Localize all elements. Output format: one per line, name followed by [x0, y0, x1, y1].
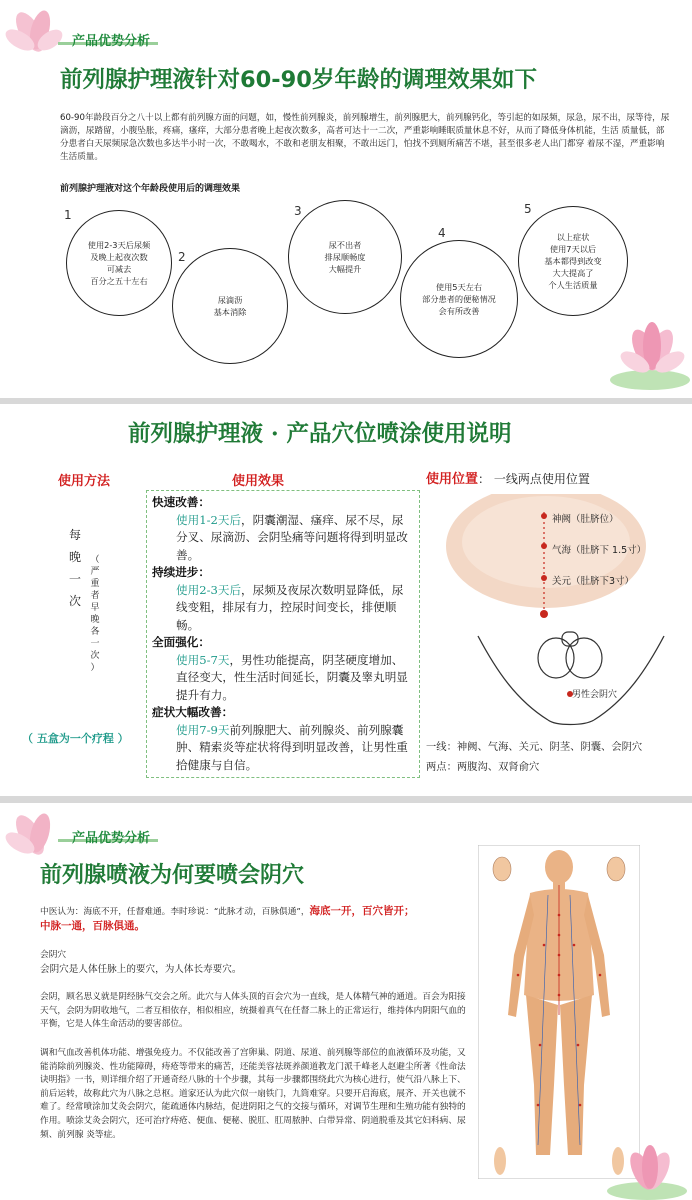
effect-text: ，男性功能提高，阴茎硬度增加、直径变大，性生活时间延长，阴囊及睾丸明显提升有力。 [176, 652, 408, 702]
note-char: ） [90, 663, 100, 673]
huiyin-paragraph-1: 会阴，顾名思义就是阴经脉气交会之所。此穴与人体头顶的百会穴为一直线，是人体精气神的通道。百会为阳接天气，会阴为阴收地气，二者互相依存，相似相应，统摄着真气在任督二脉上的正常运行，维持体内阴阳气血的平衡，它是人体生命活动的要害部位。 [40, 992, 466, 1030]
line-description: 一线：神阙、气海、关元、阴茎、阴囊、会阴穴 [426, 741, 643, 753]
effect-text: ，尿频及夜尿次数明显降低，尿线变粗，排尿有力，控尿时间变长，排便顺畅。 [176, 582, 404, 632]
intro-highlight: 海底一开，百穴皆开； [309, 905, 415, 917]
huiyin-label: 会阴穴 [40, 950, 67, 960]
position-subheading: ： 一线两点使用位置 [478, 472, 590, 486]
note-char: 重 [90, 579, 100, 589]
acupoint-body-chart-icon [478, 845, 640, 1179]
usage-method-heading: 使用方法 [58, 474, 111, 489]
lotus-flower-icon [592, 1143, 692, 1200]
usage-char: 晚 [68, 550, 81, 564]
usage-frequency [68, 524, 82, 612]
point-label: 神阙（肚脐位） [552, 514, 619, 525]
section-tag: 产品优势分析 [72, 34, 151, 49]
perineum-label: 男性会阴穴 [572, 690, 618, 700]
note-char: 者 [90, 591, 100, 601]
note-char: 严 [90, 567, 100, 577]
lotus-decoration-icon [0, 803, 70, 863]
section-huiyin-explanation [0, 803, 692, 1200]
step-circle: 尿滴沥 基本消除 [172, 248, 288, 364]
intro-highlight: 中脉一通，百脉俱通。 [40, 919, 145, 932]
section-product-advantages [0, 0, 692, 398]
note-char: 各 [90, 627, 100, 637]
intro-plain: 中医认为：海底不开，任督难通。李时珍说：“此脉才动，百脉俱通”， [40, 907, 310, 917]
usage-effect-heading: 使用效果 [232, 474, 285, 489]
step-number: 2 [178, 250, 186, 264]
huiyin-red-line: 会阴穴是人体任脉上的要穴，为人体长寿要穴。 [40, 964, 242, 975]
effect-item [152, 634, 414, 704]
subheading: 前列腺护理液对这个年龄段使用后的调理效果 [60, 184, 241, 194]
course-note: （ 五盒为一个疗程 ） [22, 732, 129, 745]
note-char: 次 [90, 651, 100, 661]
note-char: 早 [90, 603, 100, 613]
point-label: 气海（肚脐下 1.5寸） [552, 545, 647, 556]
position-heading-row [426, 468, 590, 487]
tcm-intro [40, 905, 466, 934]
effects-list [152, 494, 414, 774]
note-char: 一 [90, 639, 100, 649]
usage-title: 前列腺护理液 · 产品穴位喷涂使用说明 [128, 421, 512, 447]
step-circle: 使用5天左右 部分患者的便秘情况 会有所改善 [400, 240, 518, 358]
effect-text: 前列腺肥大、前列腺炎、前列腺囊肿、精索炎等症状将得到明显改善，让男性重拾健康与自信。 [176, 722, 408, 772]
usage-char: 每 [68, 528, 81, 542]
effect-text: ，阴囊潮湿、瘙痒、尿不尽，尿分叉、尿滴沥、会阴坠痛等问题将得到明显改善。 [176, 512, 408, 562]
page-title: 前列腺护理液针对60-90岁年龄的调理效果如下 [60, 67, 537, 93]
huiyin-paragraph-2: 调和气血改善机体功能、增强免疫力。不仅能改善了宫卵巢、阴道、尿道、前列腺等部位的血液循环及功能，又能消除前列腺炎、性功能障碍，痔疮等带来的痛苦，还能美容祛斑养颜道教龙门派千峰老人赵避尘所著《性命法诀明指》一书，则详细介绍了开通奇经八脉的十个步骤，其每一步骤都围绕此穴为核心进行，使气沿八脉上下、前后运转，故称此穴为八脉之总枢。道家还认为此穴似一扇铁门，九筒难穿。只要开启海底，展齐、开关也就不难了。经常喷涂加艾灸会阴穴，能疏通体内脉结，促进阴阳之气的交接与循环，对调节生理和生殖功能有独特的作用。喷涂艾灸会阴穴，还可治疗痔疮、便血、便秘、脱肛、肛周脓肿、白带异常、阴道脱垂及其它妇科病、尿频、前列腺 炎等症。 [40, 1048, 466, 1140]
usage-char: 次 [68, 594, 81, 608]
effect-item [152, 494, 414, 564]
point-label: 关元（肚脐下3寸） [552, 576, 635, 587]
usage-note [90, 554, 100, 674]
step-circle: 尿不出者 排尿顺畅度 大幅提升 [288, 200, 402, 314]
step-number: 4 [438, 226, 446, 240]
effect-heading: 持续进步： [152, 565, 210, 579]
effect-period: 使用5-7天 [176, 652, 230, 667]
note-char: （ [90, 555, 100, 565]
effect-item [152, 704, 414, 774]
section-usage-instructions [0, 404, 692, 796]
step-number: 1 [64, 208, 72, 222]
effect-period: 使用1-2天后 [176, 512, 242, 527]
section-tag: 产品优势分析 [72, 831, 151, 846]
two-points-description: 两点：两腹沟、双肾俞穴 [426, 761, 540, 773]
effect-heading: 症状大幅改善： [152, 705, 234, 719]
step-number: 3 [294, 204, 302, 218]
lotus-decoration-icon [0, 0, 70, 60]
step-circle: 使用2-3天后尿频 及晚上起夜次数 可减去 百分之五十左右 [66, 210, 172, 316]
step-number: 5 [524, 202, 532, 216]
position-heading: 使用位置 [426, 472, 479, 487]
step-circle: 以上症状 使用7天以后 基本都得到改变 大大提高了 个人生活质量 [518, 206, 628, 316]
effect-heading: 全面强化： [152, 635, 210, 649]
perineum-diagram-icon [476, 630, 666, 730]
effect-heading: 快速改善： [152, 495, 210, 509]
effect-period: 使用7-9天 [176, 722, 230, 737]
note-char: 晚 [90, 615, 100, 625]
usage-char: 一 [68, 572, 81, 586]
lotus-flower-icon [590, 300, 692, 398]
effect-period: 使用2-3天后 [176, 582, 242, 597]
intro-paragraph: 60-90年龄段百分之八十以上都有前列腺方面的问题，如，慢性前列腺炎，前列腺增生，前列腺肥大，前列腺钙化，等引起的如尿频，尿急，尿不出，尿等待，尿滴沥，尿踏留，小腹坠胀，疼痛，瘙痒，大部分患者晚上起夜次数多，高者可达十一二次，严重影响睡眠质量休息不好，从而了降低身体机能，生活 质量低，部分患者白天尿频尿急次数也多达半小时一次，不敢喝水，不敢和老朋友相聚，不敢出远门，怕找不到厕所痛苦不堪，甚至很多老人出门都穿 着尿不湿，严重影响生活质量。 [60, 113, 670, 162]
effect-item [152, 564, 414, 634]
huiyin-title: 前列腺喷液为何要喷会阴穴 [40, 862, 305, 888]
